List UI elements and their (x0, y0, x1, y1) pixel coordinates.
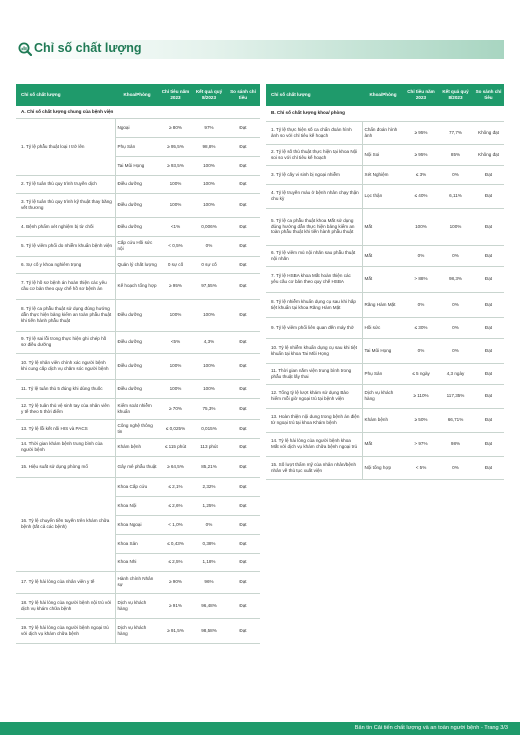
dept-cell: Điều dưỡng (115, 331, 159, 353)
target-cell: ≤ 5 ngày (404, 363, 438, 384)
compare-cell: Đạt (226, 175, 260, 193)
indicator-name: 2. Tỷ lệ số thủ thuật thực hiện tại khoa Nội soi so với chỉ tiêu kế hoạch (266, 144, 362, 165)
compare-cell: Đạt (473, 384, 504, 408)
target-cell: ≤ 0,43% (159, 534, 192, 553)
dept-cell: Khoa Cấp cứu (115, 477, 159, 496)
result-cell: 0% (438, 245, 473, 266)
col-compare-header: So sánh chỉ tiêu (473, 84, 504, 106)
result-cell: 0% (438, 338, 473, 363)
table-row (266, 245, 504, 266)
col-dept-header: Khoa/Phòng (115, 84, 159, 106)
result-cell: 0,015% (192, 419, 226, 438)
table-row (266, 184, 504, 208)
dept-cell: Khám bệnh (115, 438, 159, 456)
target-cell: <5% (159, 331, 192, 353)
table-row (266, 317, 504, 338)
result-cell: 100% (192, 353, 226, 379)
dept-cell: Khoa Sản (115, 534, 159, 553)
indicator-name: 3. Tỷ lệ tuân thủ quy trình kỹ thuật thay băng vết thương (16, 193, 115, 217)
result-cell: 4,3 ngày (438, 363, 473, 384)
compare-cell: Đạt (473, 165, 504, 184)
result-cell: 75,3% (192, 398, 226, 419)
target-cell: ≤ 2,1% (159, 477, 192, 496)
compare-cell: Đạt (226, 299, 260, 331)
indicator-name: 1. Tỷ lệ phẫu thuật loại I trở lên (16, 118, 115, 175)
compare-cell: Đạt (473, 317, 504, 338)
indicator-name: 9. Tỷ lệ viêm phổi liên quan đến máy thở (266, 317, 362, 338)
target-cell: 0% (404, 292, 438, 317)
table-row (266, 338, 504, 363)
compare-cell: Đạt (226, 477, 260, 496)
target-cell: <1% (159, 217, 192, 236)
target-cell: < 5% (404, 456, 438, 479)
dept-cell: Hồi sức (362, 317, 404, 338)
result-cell: 0,38% (192, 534, 226, 553)
compare-cell: Đạt (226, 553, 260, 571)
dept-cell: Mắt (362, 208, 404, 245)
dept-cell: Ngoại (115, 118, 159, 137)
result-cell: 85% (438, 144, 473, 165)
dept-cell: Điều dưỡng (115, 217, 159, 236)
target-cell: 100% (159, 193, 192, 217)
table-row (16, 438, 260, 456)
dept-cell: Điều dưỡng (115, 175, 159, 193)
col-dept-header: Khoa/Phòng (362, 84, 404, 106)
dept-cell: Lọc thận (362, 184, 404, 208)
result-cell: 0% (438, 165, 473, 184)
compare-cell: Đạt (226, 618, 260, 643)
target-cell: > 88% (404, 266, 438, 292)
dept-cell: Gây mê phẫu thuật (115, 456, 159, 477)
compare-cell: Đạt (473, 338, 504, 363)
result-cell: 96,48% (192, 593, 226, 618)
result-cell: 97,55% (192, 273, 226, 299)
target-cell: ≥ 70% (159, 398, 192, 419)
compare-cell: Đạt (226, 217, 260, 236)
indicator-name: 8. Tỷ lệ ca phẫu thuật sử dụng đúng hướng dẫn thực hiện bảng kiểm an toàn phẫu thuật khi tiến hành phẫu thuật (16, 299, 115, 331)
indicator-name: 6. Sự cố y khoa nghiêm trọng (16, 256, 115, 273)
dept-cell: Khám bệnh (362, 408, 404, 432)
magnifier-chart-icon (18, 42, 32, 56)
target-cell: < 0,5% (159, 236, 192, 256)
table-row (16, 193, 260, 217)
result-cell: 2,32% (192, 477, 226, 496)
result-cell: 77,7% (438, 121, 473, 144)
table-row (16, 217, 260, 236)
table-row (266, 121, 504, 144)
table-department-indicators (266, 84, 504, 480)
col-compare-header: So sánh chỉ tiêu (226, 84, 260, 106)
table-row (266, 165, 504, 184)
table-row (16, 331, 260, 353)
table-row (266, 456, 504, 479)
table-row (266, 432, 504, 456)
dept-cell: Dịch vụ khách hàng (362, 384, 404, 408)
dept-cell: Cấp cứu Hồi sức nội (115, 236, 159, 256)
result-cell: 66,71% (438, 408, 473, 432)
target-cell: 100% (159, 299, 192, 331)
target-cell: ≥ 50% (404, 408, 438, 432)
dept-cell: Khoa Ngoại (115, 515, 159, 534)
indicator-name: 16. Tỷ lệ chuyển tiền tuyến trên khám chữa bệnh (tất cả các bệnh) (16, 477, 115, 571)
section-title: B. Chỉ số chất lượng khoa/ phòng (266, 106, 504, 121)
dept-cell: Khoa Nội (115, 496, 159, 515)
compare-cell: Đạt (226, 571, 260, 593)
compare-cell: Đạt (226, 438, 260, 456)
dept-cell: Công nghệ thông tin (115, 419, 159, 438)
compare-cell: Đạt (473, 245, 504, 266)
indicator-name: 14. Thời gian khám bệnh trung bình của người bệnh (16, 438, 115, 456)
compare-cell: Không đạt (473, 121, 504, 144)
indicator-name: 13. Tỷ lệ lỗi kết nối HIS và PACS (16, 419, 115, 438)
target-cell: ≤ 30% (404, 317, 438, 338)
result-cell: 0 sự cố (192, 256, 226, 273)
indicator-name: 7. Tỷ lệ HSBA khoa Mắt hoàn thiện các yêu cầu cơ bản theo quy chế HSBA (266, 266, 362, 292)
compare-cell: Đạt (226, 456, 260, 477)
target-cell: ≤ 2,5% (159, 553, 192, 571)
dept-cell: Mắt (362, 432, 404, 456)
indicator-name: 19. Tỷ lệ hài lòng của người bệnh ngoại trú với dịch vụ khám chữa bệnh (16, 618, 115, 643)
dept-cell: Mắt (362, 266, 404, 292)
compare-cell: Đạt (473, 266, 504, 292)
indicator-name: 4. Bệnh phẩm xét nghiệm bị từ chối (16, 217, 115, 236)
compare-cell: Đạt (473, 363, 504, 384)
indicator-name: 18. Tỷ lệ hài lòng của người bệnh nội trú với dịch vụ khám chữa bệnh (16, 593, 115, 618)
result-cell: 1,25% (192, 496, 226, 515)
table-row (266, 144, 504, 165)
result-cell: 97% (192, 118, 226, 137)
result-cell: 100% (192, 299, 226, 331)
compare-cell: Không đạt (473, 144, 504, 165)
result-cell: 4,3% (192, 331, 226, 353)
target-cell: 0% (404, 338, 438, 363)
table-row (16, 299, 260, 331)
indicator-name: 11. Tỷ lệ tuân thủ 5 đúng khi dùng thuốc (16, 379, 115, 398)
table-header-row (266, 84, 504, 106)
dept-cell: Kế hoạch tổng hợp (115, 273, 159, 299)
result-cell: 1,18% (192, 553, 226, 571)
result-cell: 98% (438, 432, 473, 456)
indicator-name: 8. Tỷ lệ nhiễm khuẩn dụng cụ sau khi hấp tiệt khuẩn tại khoa Răng Hàm Mặt (266, 292, 362, 317)
target-cell: < 1,0% (159, 515, 192, 534)
indicator-name: 10. Tỷ lệ nhân viên chính xác người bệnh khi cung cấp dịch vụ chăm sóc người bệnh (16, 353, 115, 379)
compare-cell: Đạt (473, 432, 504, 456)
col-result-header: Kết quả quý 8/2023 (192, 84, 226, 106)
compare-cell: Đạt (226, 236, 260, 256)
dept-cell: Điều dưỡng (115, 379, 159, 398)
table-row (16, 419, 260, 438)
dept-cell: Điều dưỡng (115, 353, 159, 379)
table-row (16, 593, 260, 618)
target-cell: ≥ 91,5% (159, 618, 192, 643)
table-row (266, 292, 504, 317)
table-row (16, 398, 260, 419)
table-row (16, 571, 260, 593)
result-cell: 0% (438, 317, 473, 338)
indicator-name: 13. Hoàn thiện nội dung trong bệnh án điện tử ngoại trú tại khoa Khám bệnh (266, 408, 362, 432)
indicator-name: 2. Tỷ lệ tuân thủ quy trình truyền dịch (16, 175, 115, 193)
result-cell: 0% (192, 515, 226, 534)
page-footer (0, 722, 520, 735)
indicator-name: 11. Thời gian nằm viện trung bình trong phẫu thuật lấy thai (266, 363, 362, 384)
col-indicator-header: Chỉ số chất lượng (16, 84, 115, 106)
result-cell: 100% (192, 193, 226, 217)
compare-cell: Đạt (226, 353, 260, 379)
dept-cell: Chẩn đoán hình ảnh (362, 121, 404, 144)
target-cell: ≤ 3% (404, 165, 438, 184)
target-cell: 0 sự cố (159, 256, 192, 273)
target-cell: 100% (404, 208, 438, 245)
page-title: Chỉ số chất lượng (34, 41, 142, 55)
target-cell: ≥ 95% (404, 144, 438, 165)
target-cell: ≥ 91% (159, 593, 192, 618)
result-cell: 98,8% (192, 137, 226, 156)
dept-cell: Quản lý chất lượng (115, 256, 159, 273)
target-cell: ≥ 93,5% (159, 156, 192, 175)
result-cell: 100% (192, 379, 226, 398)
table-header-row (16, 84, 260, 106)
dept-cell: Răng Hàm Mặt (362, 292, 404, 317)
compare-cell: Đạt (226, 398, 260, 419)
result-cell: 100% (438, 208, 473, 245)
target-cell: ≤ 40% (404, 184, 438, 208)
table-row (16, 477, 260, 496)
result-cell: 100% (192, 156, 226, 175)
result-cell: 98,3% (438, 266, 473, 292)
target-cell: ≥ 90% (159, 571, 192, 593)
result-cell: 85,21% (192, 456, 226, 477)
dept-cell: Xét Nghiệm (362, 165, 404, 184)
result-cell: 0% (192, 236, 226, 256)
indicator-name: 9. Tỷ lệ sai lỗi trong thực hiện ghi chép hồ sơ điều dưỡng (16, 331, 115, 353)
table-row (16, 353, 260, 379)
indicator-name: 5. Tỷ lệ viêm phổi do nhiễm khuẩn bệnh viện (16, 236, 115, 256)
dept-cell: Điều dưỡng (115, 299, 159, 331)
indicator-name: 12. Tổng tỷ lệ lượt khám sử dụng Bảo hiểm mỗi giờ ngoại trú tại bệnh viện (266, 384, 362, 408)
footer-text: Bản tin Cải tiến chất lượng và an toàn người bệnh - Trang 3/3 (354, 725, 508, 731)
target-cell: > 97% (404, 432, 438, 456)
indicator-name: 5. Tỷ lệ ca phẫu thuật khoa Mắt sử dụng đúng hướng dẫn thực hiện bảng kiểm an toàn phẫu thuật khi tiến hành phẫu thuật (266, 208, 362, 245)
table-row (266, 384, 504, 408)
compare-cell: Đạt (473, 184, 504, 208)
compare-cell: Đạt (226, 515, 260, 534)
col-target-header: Chỉ tiêu năm 2023 (159, 84, 192, 106)
dept-cell: Dịch vụ khách hàng (115, 593, 159, 618)
compare-cell: Đạt (226, 331, 260, 353)
section-header (16, 40, 504, 59)
target-cell: ≤ 0,025% (159, 419, 192, 438)
target-cell: 100% (159, 353, 192, 379)
dept-cell: Nội Soi (362, 144, 404, 165)
indicator-name: 15. Số lượt thẩm mỹ của nhân nhân/bệnh nhân về thủ tục xuất viện (266, 456, 362, 479)
compare-cell: Đạt (226, 419, 260, 438)
result-cell: 0,006% (192, 217, 226, 236)
dept-cell: Tai Mũi Họng (362, 338, 404, 363)
target-cell: ≥ 110% (404, 384, 438, 408)
table-row (266, 363, 504, 384)
result-cell: 0% (438, 292, 473, 317)
result-cell: 98,58% (192, 618, 226, 643)
target-cell: 100% (159, 379, 192, 398)
dept-cell: Tai Mũi Họng (115, 156, 159, 175)
result-cell: 117,35% (438, 384, 473, 408)
target-cell: 100% (159, 175, 192, 193)
compare-cell: Đạt (226, 534, 260, 553)
col-target-header: Chỉ tiêu năm 2023 (404, 84, 438, 106)
table-row (16, 175, 260, 193)
table-row (16, 118, 260, 137)
indicator-name: 4. Tỷ lệ truyền máu ở bệnh nhân chạy thận chu kỳ (266, 184, 362, 208)
indicator-name: 15. Hiệu suất sử dụng phòng mổ (16, 456, 115, 477)
dept-cell: Phụ Sản (362, 363, 404, 384)
section-row (266, 106, 504, 121)
dept-cell: Điều dưỡng (115, 193, 159, 217)
target-cell: 0% (404, 245, 438, 266)
dept-cell: Kiểm soát nhiễm khuẩn (115, 398, 159, 419)
result-cell: 0% (438, 456, 473, 479)
section-title: A. Chỉ số chất lượng chung của bệnh viện (16, 106, 260, 118)
dept-cell: Nội tổng hợp (362, 456, 404, 479)
compare-cell: Đạt (226, 379, 260, 398)
dept-cell: Khoa Nhi (115, 553, 159, 571)
result-cell: 100% (192, 175, 226, 193)
col-indicator-header: Chỉ số chất lượng (266, 84, 362, 106)
dept-cell: Hành chính Nhân sự (115, 571, 159, 593)
compare-cell: Đạt (226, 118, 260, 137)
compare-cell: Đạt (226, 593, 260, 618)
target-cell: ≥ 95,5% (159, 137, 192, 156)
table-row (266, 266, 504, 292)
compare-cell: Đạt (473, 456, 504, 479)
table-general-indicators (16, 84, 260, 644)
result-cell: 113 phút (192, 438, 226, 456)
indicator-name: 17. Tỷ lệ hài lòng của nhân viên y tế (16, 571, 115, 593)
compare-cell: Đạt (473, 408, 504, 432)
compare-cell: Đạt (226, 156, 260, 175)
compare-cell: Đạt (226, 256, 260, 273)
indicator-name: 10. Tỷ lệ nhiễm khuẩn dụng cụ sau khi tiệt khuẩn tại khoa Tai Mũi Họng (266, 338, 362, 363)
result-cell: 6,11% (438, 184, 473, 208)
col-result-header: Kết quả quý 8/2023 (438, 84, 473, 106)
dept-cell: Mắt (362, 245, 404, 266)
compare-cell: Đạt (226, 273, 260, 299)
compare-cell: Đạt (226, 137, 260, 156)
indicator-name: 7. Tỷ lệ hồ sơ bệnh án hoàn thiện các yêu cầu cơ bản theo quy chế hồ sơ bệnh án (16, 273, 115, 299)
table-row (16, 273, 260, 299)
indicator-name: 6. Tỷ lệ viêm mủ nội nhãn sau phẫu thuật nội nhãn (266, 245, 362, 266)
table-row (16, 236, 260, 256)
table-row (266, 408, 504, 432)
table-row (16, 618, 260, 643)
result-cell: 96% (192, 571, 226, 593)
compare-cell: Đạt (473, 292, 504, 317)
target-cell: ≥ 95% (404, 121, 438, 144)
dept-cell: Phụ Sản (115, 137, 159, 156)
target-cell: ≥ 64,5% (159, 456, 192, 477)
table-row (16, 456, 260, 477)
section-row (16, 106, 260, 118)
target-cell: ≤ 115 phút (159, 438, 192, 456)
compare-cell: Đạt (226, 496, 260, 515)
indicator-name: 1. Tỷ lệ thực hiện số ca chẩn đoán hình ảnh so với chỉ tiêu kế hoạch (266, 121, 362, 144)
target-cell: ≥ 80% (159, 118, 192, 137)
table-row (266, 208, 504, 245)
indicator-name: 3. Tỷ lệ cấy vi sinh bị ngoại nhiễm (266, 165, 362, 184)
compare-cell: Đạt (226, 193, 260, 217)
dept-cell: Dịch vụ khách hàng (115, 618, 159, 643)
target-cell: ≤ 2,6% (159, 496, 192, 515)
table-row (16, 379, 260, 398)
table-row (16, 256, 260, 273)
indicator-name: 14. Tỷ lệ hài lòng của người bệnh khoa Mắt với dịch vụ khám chữa bệnh ngoại trú (266, 432, 362, 456)
indicator-name: 12. Tỷ lệ tuân thủ vệ sinh tay của nhân viên y tế theo 5 thời điểm (16, 398, 115, 419)
target-cell: ≥ 95% (159, 273, 192, 299)
compare-cell: Đạt (473, 208, 504, 245)
